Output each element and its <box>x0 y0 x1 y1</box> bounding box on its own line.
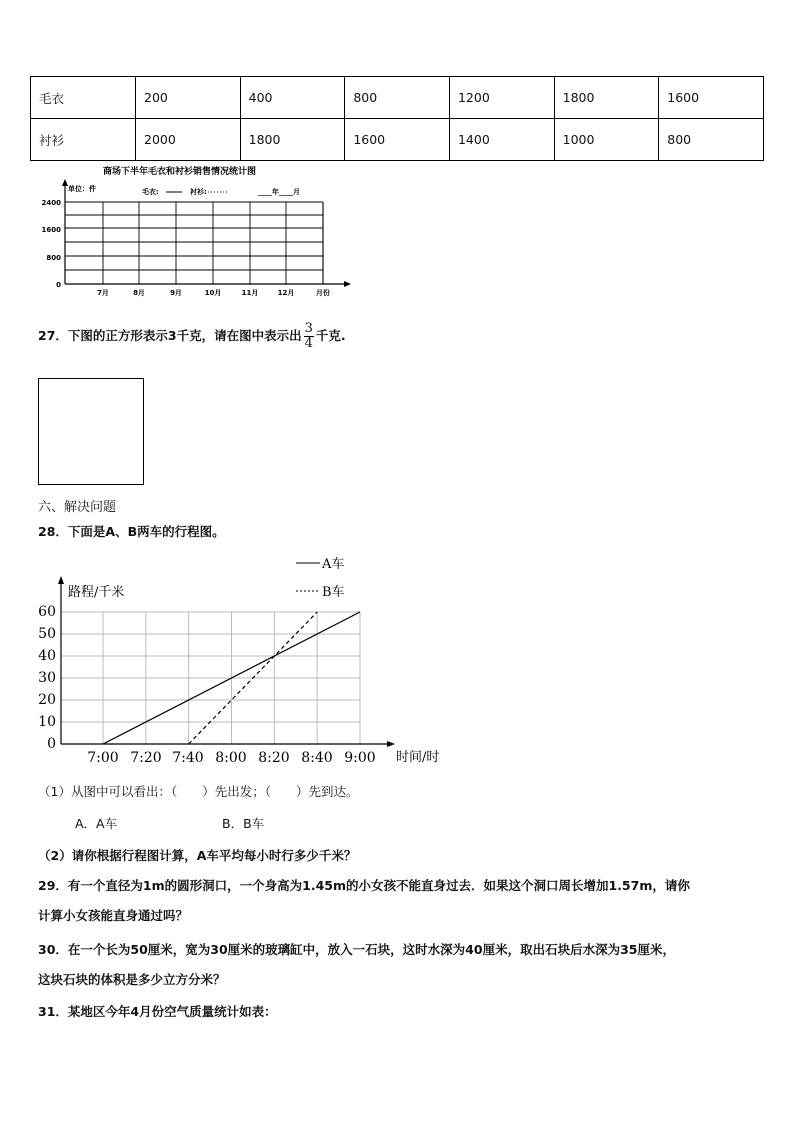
legend-sweater-label: 毛衣: <box>142 188 159 196</box>
row-label: 衬衫 <box>31 119 136 161</box>
travel-x-tick: 8:20 <box>258 750 290 766</box>
travel-x-tick: 9:00 <box>344 750 376 766</box>
travel-y-label: 路程/千米 <box>68 585 125 600</box>
travel-y-tick: 50 <box>38 626 56 642</box>
option-a[interactable]: A．A车 <box>75 816 118 831</box>
section-heading: 六、解决问题 <box>38 500 117 515</box>
travel-x-tick: 7:00 <box>87 750 119 766</box>
question-31: 31．某地区今年4月份空气质量统计如表： <box>38 1004 277 1019</box>
sales-grid <box>65 202 323 284</box>
travel-y-tick: 0 <box>47 736 56 752</box>
sales-y-tick: 2400 <box>41 199 61 207</box>
legend-a-label: A车 <box>322 557 345 572</box>
fraction-three-quarters <box>304 322 314 351</box>
fraction-denominator: 4 <box>304 336 313 351</box>
table-row <box>31 119 764 161</box>
table-cell: 1800 <box>554 77 659 119</box>
sales-x-tick: 月份 <box>316 289 330 297</box>
answer-square[interactable] <box>38 378 144 485</box>
fraction-numerator: 3 <box>304 321 313 336</box>
q27-suffix: 千克. <box>315 328 346 343</box>
table-cell: 1000 <box>554 119 659 161</box>
travel-x-label: 时间/时 <box>396 750 440 765</box>
travel-y-tick: 40 <box>38 648 56 664</box>
q30-line2: 这块石块的体积是多少立方分米？ <box>38 972 226 987</box>
sales-x-tick: 8月 <box>133 289 145 297</box>
sales-chart-title: 商场下半年毛衣和衬衫销售情况统计图 <box>103 167 257 177</box>
table-cell: 800 <box>345 77 450 119</box>
travel-y-arrow <box>58 576 64 584</box>
sales-y-arrow <box>62 179 68 186</box>
sales-chart-unit: 单位：件 <box>68 185 96 193</box>
table-cell: 1600 <box>659 77 764 119</box>
travel-chart <box>28 548 468 770</box>
row-label: 毛衣 <box>31 77 136 119</box>
sales-x-arrow <box>344 281 351 287</box>
travel-x-arrow <box>387 741 395 747</box>
option-b[interactable]: B．B车 <box>222 816 265 831</box>
table-cell: 2000 <box>136 119 241 161</box>
sales-x-tick: 12月 <box>277 289 295 297</box>
travel-y-tick: 10 <box>38 714 56 730</box>
sales-x-tick: 9月 <box>170 289 182 297</box>
sales-y-tick: 0 <box>56 281 61 289</box>
table-cell: 800 <box>659 119 764 161</box>
question-27 <box>38 322 346 351</box>
sales-chart-date: ____年____月 <box>258 188 300 196</box>
sales-chart <box>30 160 360 300</box>
table-cell: 1600 <box>345 119 450 161</box>
q29-line1: 29．有一个直径为1m的圆形洞口，一个身高为1.45m的小女孩不能直身过去．如果这个洞口周长增加1.57m，请你 <box>38 878 690 893</box>
legend-shirt-label: 衬衫: <box>190 188 207 196</box>
table-cell: 1400 <box>449 119 554 161</box>
legend-b-label: B车 <box>322 585 345 600</box>
sales-y-tick: 1600 <box>41 226 61 234</box>
question-28: 28．下面是A、B两车的行程图。 <box>38 524 225 539</box>
sales-table <box>30 76 764 161</box>
table-cell: 1200 <box>449 77 554 119</box>
travel-grid <box>61 612 360 744</box>
sales-x-tick: 7月 <box>97 289 109 297</box>
travel-x-tick: 7:40 <box>172 750 204 766</box>
q30-line1: 30．在一个长为50厘米，宽为30厘米的玻璃缸中，放入一石块，这时水深为40厘米，取出石块后水深为35厘米， <box>38 942 675 957</box>
table-cell: 400 <box>240 77 345 119</box>
q28-sub1: （1）从图中可以看出：（ ）先出发；（ ）先到达。 <box>38 784 359 799</box>
travel-y-tick: 60 <box>38 604 56 620</box>
q27-prefix: 27．下图的正方形表示3千克，请在图中表示出 <box>38 328 302 343</box>
travel-x-tick: 8:00 <box>215 750 247 766</box>
table-cell: 1800 <box>240 119 345 161</box>
q28-sub2: （2）请你根据行程图计算，A车平均每小时行多少千米？ <box>38 848 357 863</box>
table-cell: 200 <box>136 77 241 119</box>
sales-x-tick: 11月 <box>241 289 259 297</box>
travel-x-tick: 8:40 <box>301 750 333 766</box>
table-row <box>31 77 764 119</box>
sales-x-tick: 10月 <box>204 289 222 297</box>
travel-y-tick: 30 <box>38 670 56 686</box>
sales-y-tick: 800 <box>46 254 61 262</box>
travel-x-tick: 7:20 <box>130 750 162 766</box>
q29-line2: 计算小女孩能直身通过吗？ <box>38 908 189 923</box>
travel-y-tick: 20 <box>38 692 56 708</box>
